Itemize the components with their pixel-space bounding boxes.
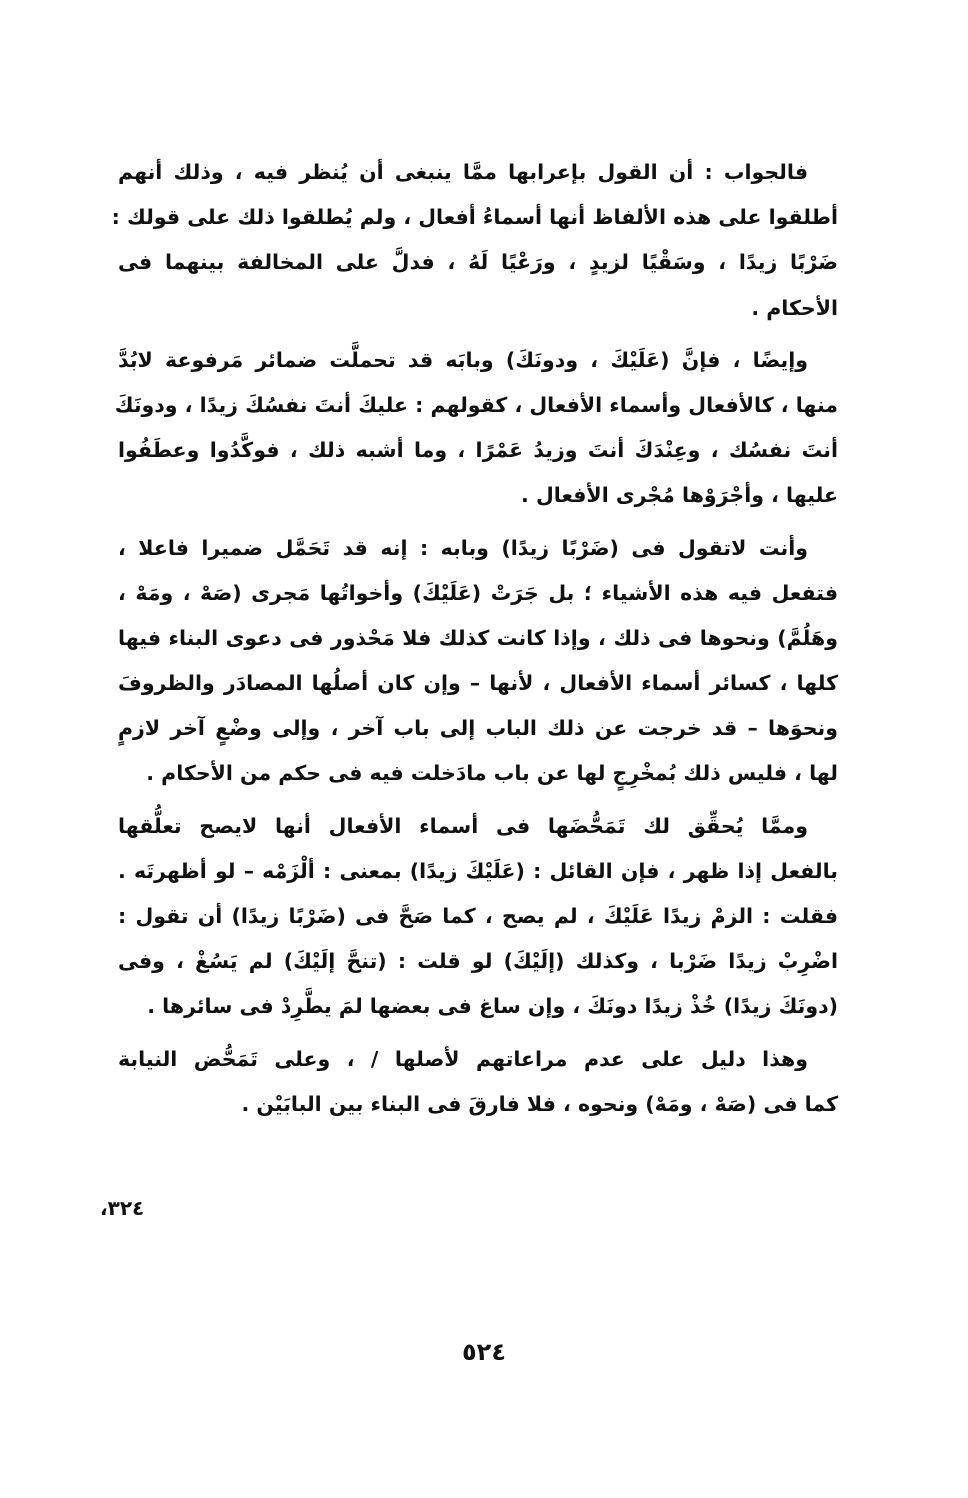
text-line: ضَرْبًا زيدًا ، وسَقْيًا لزيدٍ ، ورَعْيًا لَهُ ، فدلَّ على المخالفة بينهما فى bbox=[118, 250, 838, 275]
text-line: عليها ، وأجْرَوْها مُجْرى الأفعال . bbox=[521, 483, 838, 508]
text-line: وأنت لاتقول فى (ضَرْبًا زيدًا) وبابه : إنه قد تَحَمَّل ضميرا فاعلا ، bbox=[118, 535, 808, 560]
text-line: كلها ، كسائر أسماء الأفعال ، لأنها – وإن كان أصلُها المصادَر والظروفَ bbox=[118, 671, 838, 696]
paragraph-4 bbox=[118, 804, 838, 1030]
text-line: لها ، فليس ذلك بُمخْرِجٍ لها عن باب مادَخلت فيه فى حكم من الأحكام . bbox=[146, 761, 838, 786]
text-line: (دونَكَ زيدًا) خُذْ زيدًا دونَكَ ، وإن ساغ فى بعضها لمَ يطَّرِدْ فى سائرها . bbox=[147, 994, 838, 1019]
margin-note: ٣٢٤، bbox=[100, 1196, 145, 1220]
text-line: أنتَ نفسُك ، وعِنْدَكَ أنتَ وزيدُ عَمْرًا ، وما أشبه ذلك ، فوكَّدُوا وعطَفُوا bbox=[118, 438, 838, 463]
paragraph-5 bbox=[118, 1037, 838, 1127]
text-line: وهَلُمَّ) ونحوها فى ذلك ، وإذا كانت كذلك فلا مَحْذور فى دعوى البناء فيها bbox=[118, 625, 838, 650]
text-line: منها ، كالأفعال وأسماء الأفعال ، كقولهم : عليكَ أنتَ نفسُكَ زيدًا ، ودونَكَ bbox=[114, 392, 838, 417]
body-text bbox=[111, 150, 838, 1134]
text-line: وممَّا يُحقِّق لك تَمَحُّضَها فى أسماء الأفعال أنها لايصح تعلُّقها bbox=[118, 813, 808, 838]
text-line: فالجواب : أن القول بإعرابها ممَّا ينبغى أن يُنظر فيه ، وذلك أنهم bbox=[118, 160, 808, 184]
text-line: كما فى (صَهْ ، ومَهْ) ونحوه ، فلا فارقَ فى البناء بين البابَيْن . bbox=[241, 1091, 838, 1116]
text-line: فتفعل فيه هذه الأشياء ؛ بل جَرَتْ (عَلَيْكَ) وأخواتُها مَجرى (صَهْ ، ومَهْ ، bbox=[118, 580, 838, 605]
page-number: ٥٢٤ bbox=[462, 1338, 506, 1366]
paragraph-3 bbox=[118, 526, 838, 797]
text-line: فقلت : الزمْ زيدًا عَلَيْكَ ، لم يصح ، كما صَحَّ فى (ضَرْبًا زيدًا) أن تقول : bbox=[118, 904, 838, 928]
text-line: الأحكام . bbox=[751, 295, 838, 320]
paragraph-1 bbox=[111, 150, 838, 331]
text-line: أطلقوا على هذه الألفاظ أنها أسماءُ أفعال ، ولم يُطلقوا ذلك على قولك : bbox=[111, 205, 838, 230]
text-line: وإيضًا ، فإنَّ (عَلَيْكَ ، ودونَكَ) وبابَه قد تحملَّت ضمائر مَرفوعة لابُدَّ bbox=[118, 347, 808, 372]
text-line: اضْرِبْ زيدًا ضَرْبا ، وكذلك (إلَيْكَ) لو قلت : (تنحَّ إلَيْكَ) لم يَسُغْ ، وفى bbox=[118, 949, 838, 974]
text-line: بالفعل إذا ظهر ، فإن القائل : (عَلَيْكَ زيدًا) بمعنى : ألْزَمْه – لو أظهرتَه . bbox=[118, 858, 838, 883]
paragraph-2 bbox=[114, 338, 838, 519]
text-line: ونحوَها – قد خرجت عن ذلك الباب إلى باب آخر ، وإلى وضْعٍ آخر لازمٍ bbox=[118, 716, 838, 741]
text-line: وهذا دليل على عدم مراعاتهم لأصلها / ، وعلى تَمَحُّض النيابة bbox=[118, 1046, 808, 1071]
